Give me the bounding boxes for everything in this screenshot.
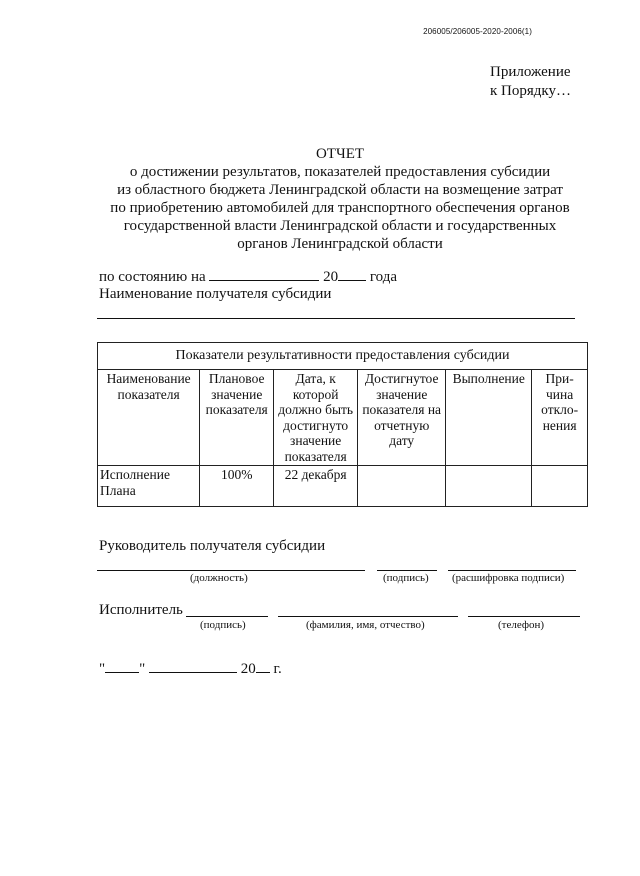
head-label: Руководитель получателя субсидии [99,538,326,554]
table-header: Показатели результативности предоставления субсидии [98,343,588,370]
cell-achieved-value[interactable] [358,466,446,507]
table-row [98,466,588,507]
column-header: Выполнение [446,370,532,466]
month-blank[interactable] [149,658,237,673]
date-year-prefix: 20 [240,661,256,677]
table-column-header-row [98,370,588,466]
executor-label: Исполнитель [99,602,183,618]
as-of-prefix: по состоянию на [99,269,206,285]
date-quote-close: " [139,661,146,677]
executor-signature-blank[interactable] [186,616,268,617]
position-blank[interactable] [97,570,365,571]
date-quote-open: " [99,661,106,677]
subtitle-line: о достижении результатов, показателей предоставления субсидии [129,164,551,180]
subtitle-line: органов Ленинградской области [237,236,443,252]
report-subtitle [90,163,590,253]
sign-caption: (подпись) [383,572,429,584]
document-id: 206005/206005-2020-2006(1) [423,27,532,36]
as-of-suffix: года [369,269,398,285]
as-of-date-line [99,266,397,286]
column-header: Дата, к которой должно быть достигнуто значение показателя [274,370,358,466]
cell-target-date: 22 декабря [274,466,358,507]
year-blank[interactable] [256,658,270,673]
head-signature-blank[interactable] [377,570,437,571]
executor-name-caption: (фамилия, имя, отчество) [306,619,425,631]
day-blank[interactable] [105,658,139,673]
as-of-year-blank[interactable] [338,266,366,281]
position-caption: (должность) [190,572,248,584]
decoding-caption: (расшифровка подписи) [452,572,565,584]
cell-deviation-reason[interactable] [532,466,588,507]
subtitle-line: из областного бюджета Ленинградской области на возмещение затрат [117,182,563,198]
date-suffix: г. [273,661,282,677]
indicators-table [97,342,588,507]
recipient-name-blank[interactable] [97,318,575,319]
appendix-line-1: Приложение [490,64,571,80]
column-header: При-чина откло-нения [532,370,588,466]
cell-indicator-name: Исполнение Плана [98,466,200,507]
column-header: Наименование показателя [98,370,200,466]
head-decoding-blank[interactable] [448,570,576,571]
subtitle-line: государственной власти Ленинградской области и государственных [123,218,557,234]
subtitle-line: по приобретению автомобилей для транспортного обеспечения органов [110,200,570,216]
executor-name-blank[interactable] [278,616,458,617]
cell-plan-value: 100% [200,466,274,507]
appendix-line-2: к Порядку… [490,83,571,99]
executor-sign-caption: (подпись) [200,619,246,631]
appendix-note [490,63,571,101]
recipient-label: Наименование получателя субсидии [99,286,332,302]
executor-phone-caption: (телефон) [498,619,545,631]
column-header: Плановое значение показателя [200,370,274,466]
column-header: Достигнутое значение показателя на отчетную дату [358,370,446,466]
cell-execution[interactable] [446,466,532,507]
date-line [99,658,282,678]
as-of-date-blank[interactable] [209,266,319,281]
report-title: ОТЧЕТ [315,146,365,162]
as-of-year-prefix: 20 [323,269,339,285]
executor-phone-blank[interactable] [468,616,580,617]
